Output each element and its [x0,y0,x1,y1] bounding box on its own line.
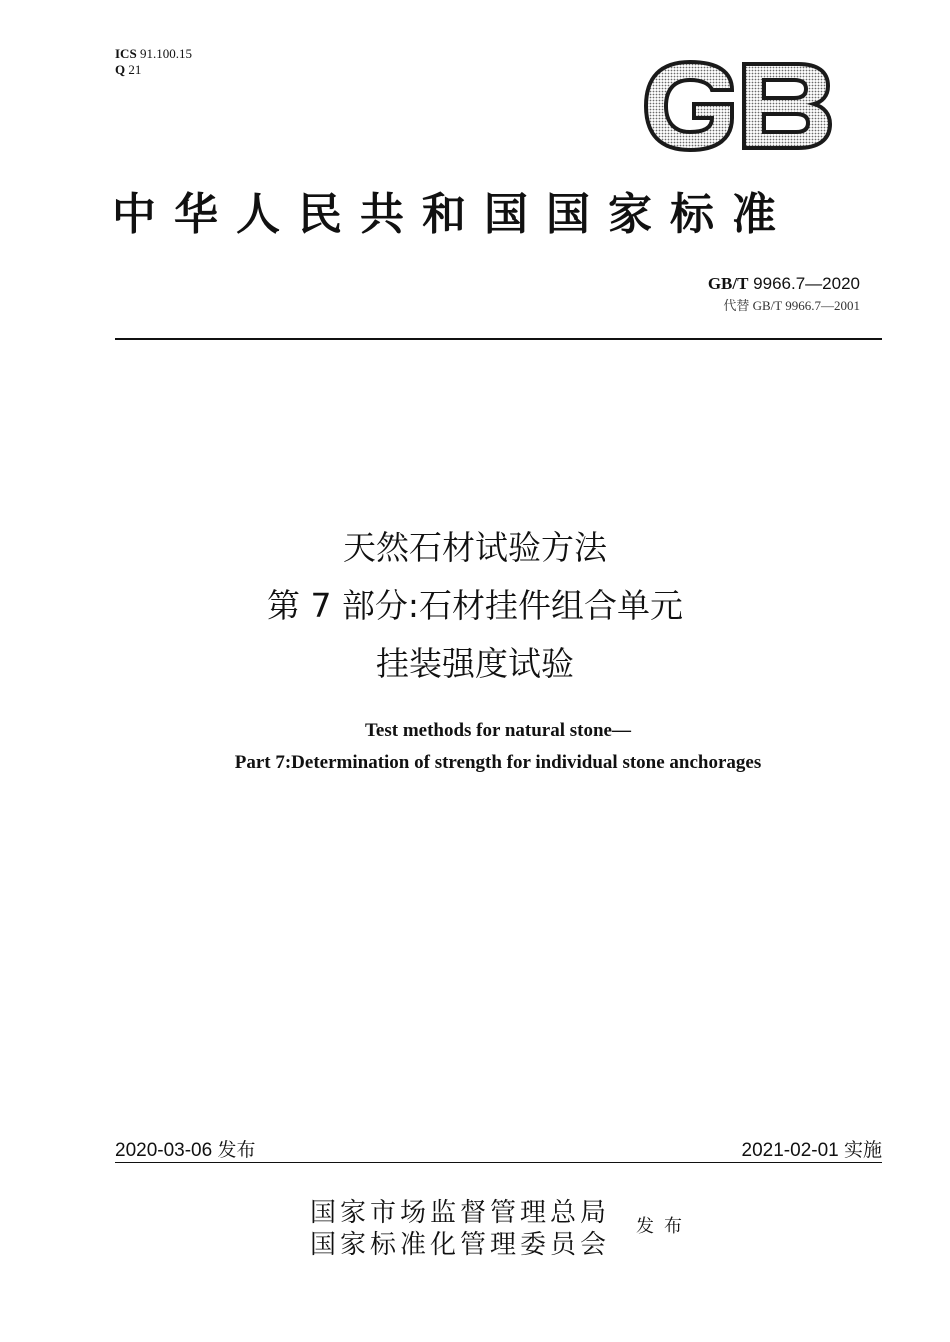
title-cn-line-2: 第 7 部分:石材挂件组合单元 [266,586,684,625]
implementation-date: 2021-02-01 实施 [741,1140,882,1161]
classification-codes [115,46,192,78]
standard-number-block [708,274,860,314]
top-divider [115,338,882,340]
title-cn-line-3: 挂装强度试验 [376,644,574,683]
issuer-sac: 国家标准化管理委员会 [310,1230,611,1260]
standard-number: GB/T 9966.7—2020 [707,274,860,293]
issue-date: 2020-03-06 发布 [115,1140,256,1161]
issued-by-label: 发布 [636,1216,692,1237]
replaces-standard: 代替 GB/T 9966.7—2001 [723,298,860,313]
bottom-divider [115,1162,882,1163]
national-standard-title: 中华人民共和国国家标准 [112,189,794,240]
issuer-samr: 国家市场监督管理总局 [310,1198,611,1228]
gb-logo [640,60,835,152]
title-cn-line-1: 天然石材试验方法 [343,528,607,567]
ics-code: ICS 91.100.15 [115,46,192,61]
ccs-code: Q 21 [115,62,142,77]
title-en-line-1: Test methods for natural stone— [364,720,631,741]
title-en-line-2: Part 7:Determination of strength for individual stone anchorages [234,752,762,773]
